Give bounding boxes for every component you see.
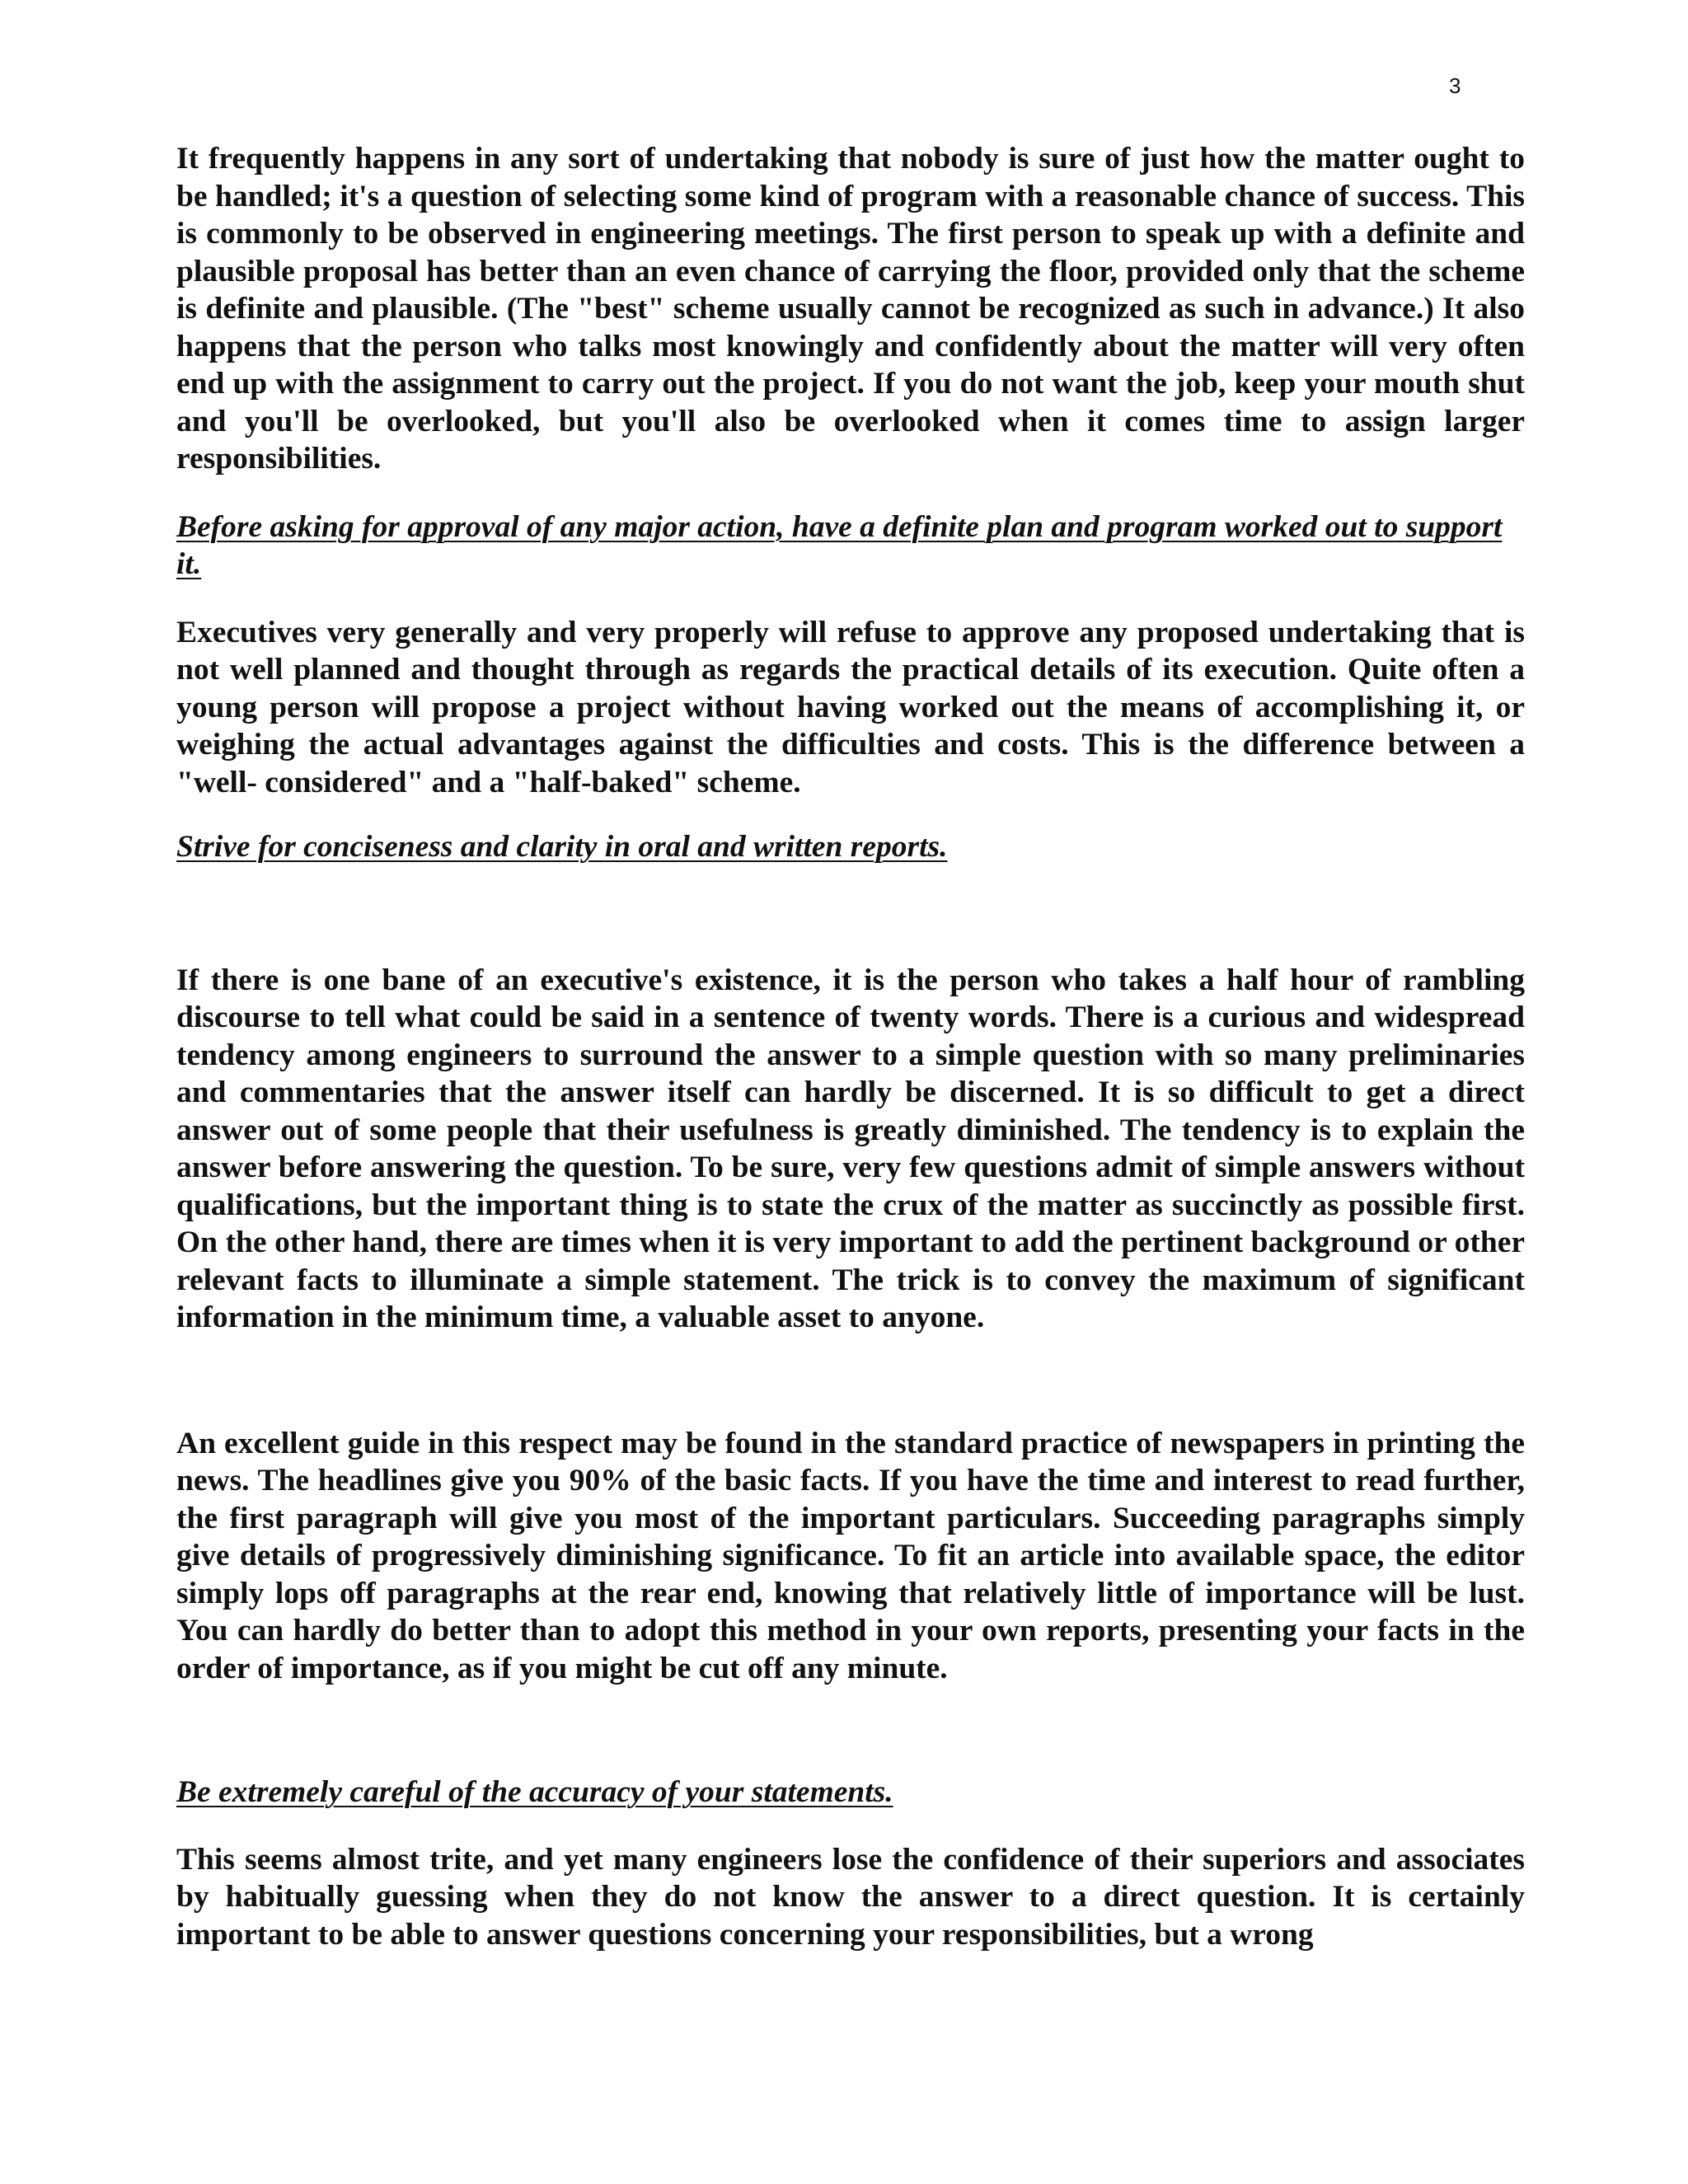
paragraph-executive-approval: Executives very generally and very properly will refuse to approve any proposed undertaking that is not well planned and thought through as regards the practical details of its execution. Quite often a young person will propose a project without having worked out the means of accomplishing it, or weighing the actual advantages against the difficulties and costs. This is the difference between a "well- considered" and a "half-baked" scheme. <box>176 615 1525 799</box>
heading-accuracy: Be extremely careful of the accuracy of your statements. <box>176 1775 893 1809</box>
heading-definite-plan: Before asking for approval of any major action, have a definite plan and program worked out to support it. <box>176 509 1503 581</box>
page-content <box>176 140 1525 1953</box>
paragraph-rambling-discourse: If there is one bane of an executive's existence, it is the person who takes a half hour of rambling discourse to tell what could be said in a sentence of twenty words. There is a curious and widespread tendency among engineers to surround the answer to a simple question with so many preliminaries and commentaries that the answer itself can hardly be discerned. It is so difficult to get a direct answer out of some people that their usefulness is greatly diminished. The tendency is to explain the answer before answering the question. To be sure, very few questions admit of simple answers without qualifications, but the important thing is to state the crux of the matter as succinctly as possible first. On the other hand, there are times when it is very important to add the pertinent background or other relevant facts to illuminate a simple statement. The trick is to convey the maximum of significant information in the minimum time, a valuable asset to anyone. <box>176 963 1525 1334</box>
page-number: 3 <box>1449 73 1461 98</box>
paragraph-program-selection: It frequently happens in any sort of undertaking that nobody is sure of just how the matter ought to be handled; it's a question of selecting some kind of program with a reasonable chance of success. This is commonly to be observed in engineering meetings. The first person to speak up with a definite and plausible proposal has better than an even chance of carrying the floor, provided only that the scheme is definite and plausible. (The "best" scheme usually cannot be recognized as such in advance.) It also happens that the person who talks most knowingly and confidently about the matter will very often end up with the assignment to carry out the project. If you do not want the job, keep your mouth shut and you'll be overlooked, but you'll also be overlooked when it comes time to assign larger responsibilities. <box>176 142 1525 476</box>
paragraph-newspaper-guide: An excellent guide in this respect may be found in the standard practice of newspapers in printing the news. The headlines give you 90% of the basic facts. If you have the time and interest to read further, the first paragraph will give you most of the important particulars. Succeeding paragraphs simply give details of progressively diminishing significance. To fit an article into available space, the editor simply lops off paragraphs at the rear end, knowing that relatively little of importance will be lust. You can hardly do better than to adopt this method in your own reports, presenting your facts in the order of importance, as if you might be cut off any minute. <box>176 1426 1525 1685</box>
heading-conciseness-clarity: Strive for conciseness and clarity in oral and written reports. <box>176 830 948 864</box>
paragraph-accuracy-statements: This seems almost trite, and yet many engineers lose the confidence of their superiors and associates by habitually guessing when they do not know the answer to a direct question. It is certainly important to be able to answer questions concerning your responsibilities, but a wrong <box>176 1842 1525 1952</box>
